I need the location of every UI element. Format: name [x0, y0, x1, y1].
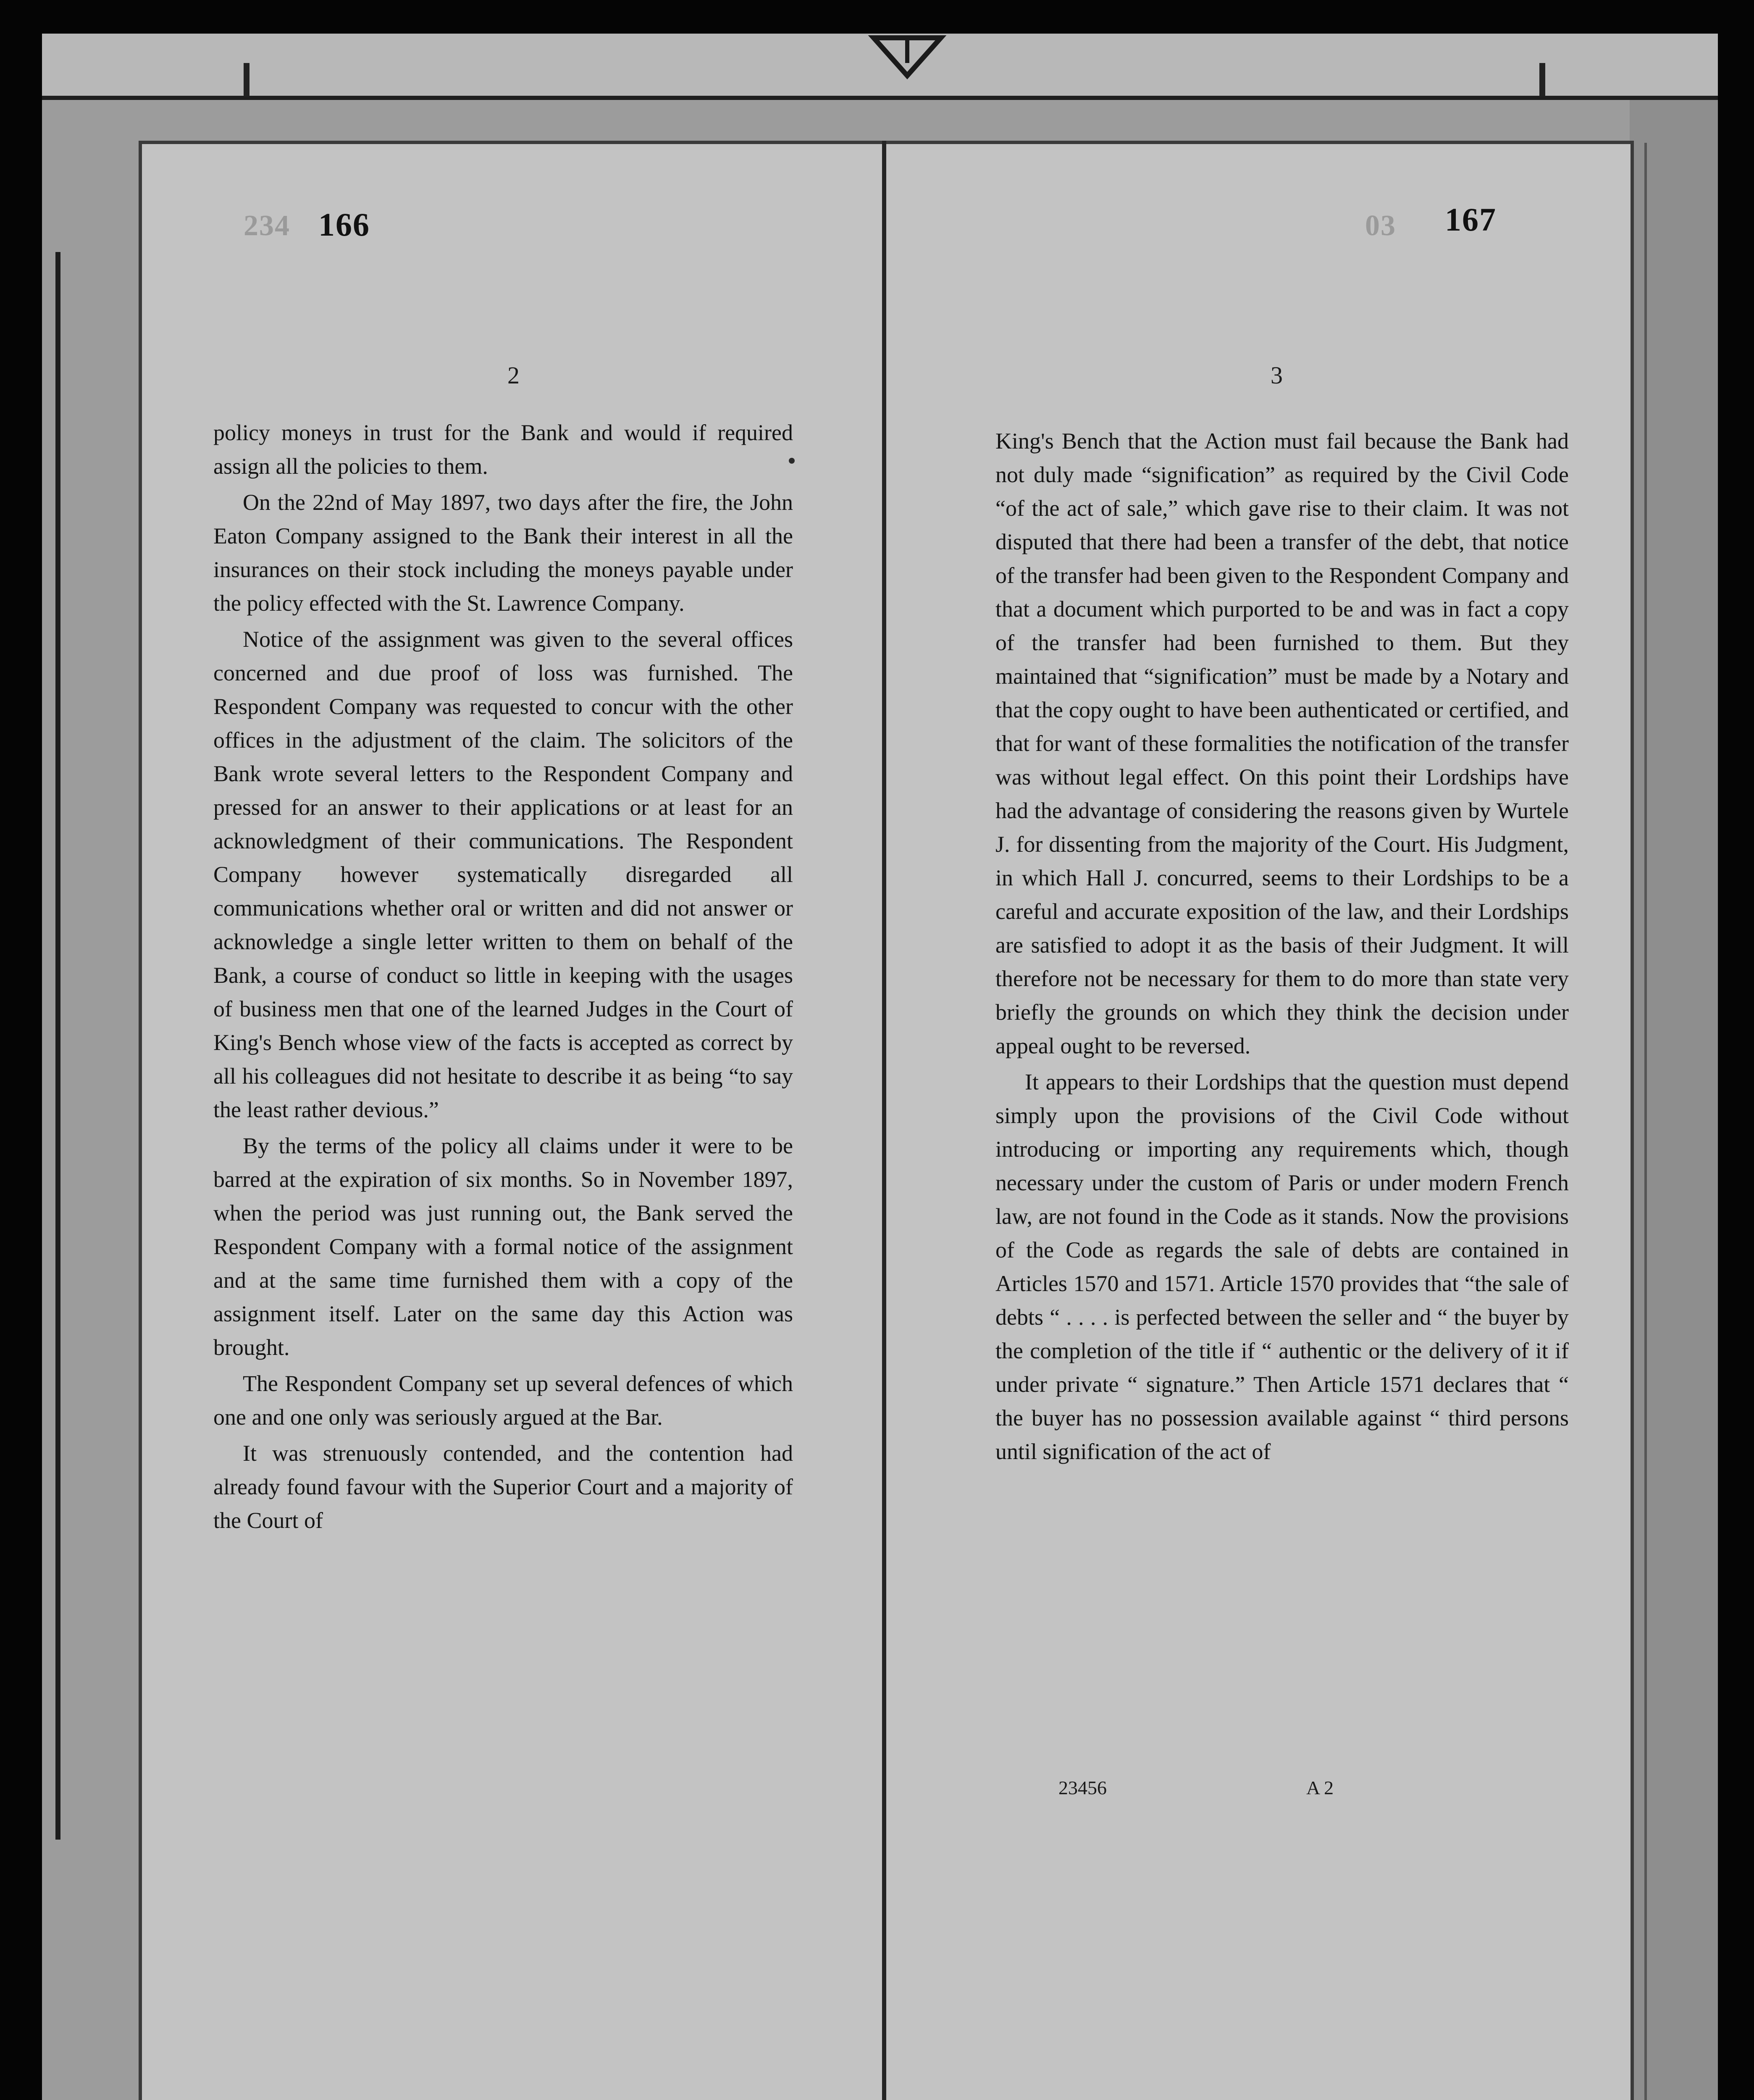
left-faded-number: 234 — [244, 210, 290, 242]
paragraph: On the 22nd of May 1897, two days after the fire, the John Eaton Company assigned to the Bank their interest in all the insurances on their stock including the moneys payable under the policy effected with the St. Lawrence Company. — [213, 490, 793, 616]
paragraph: It was strenuously contended, and the contention had already found favour with the Superior Court and a majority of the Court of — [213, 1441, 793, 1533]
left-margin-line — [55, 252, 60, 1840]
left-text-column — [213, 416, 793, 1540]
paragraph: It appears to their Lordships that the question must depend simply upon the provisions of the Civil Code without introducing or importing any requirements which, though necessary under the custom of Paris or under modern French law, are not found in the Code as it stands. Now the provisions of the Code as regards the sale of debts are contained in Articles 1570 and 1571. Article 1570 provides that “the sale of debts “ . . . . is perfected between the seller and “ the buyer by the completion of the title if “ authentic or the delivery of it if under private “ signature.” Then Article 1571 declares that “ the buyer has no possession available against “ third persons until signification of the act of — [995, 1069, 1569, 1464]
left-sheet-number: 166 — [318, 206, 370, 243]
right-sheet-number: 167 — [1445, 201, 1497, 238]
paragraph: By the terms of the policy all claims under it were to be barred at the expiration of six months. So in November 1897, when the period was just running out, the Bank served the Respondent Company with a formal notice of the assignment and at the same time furnished them with a copy of the assignment itself. Later on the same day this Action was brought. — [213, 1133, 793, 1360]
paragraph: policy moneys in trust for the Bank and would if required assign all the policies to them. — [213, 420, 793, 479]
notch-triangle-icon — [865, 34, 949, 80]
paragraph: Notice of the assignment was given to the several offices concerned and due proof of loss was furnished. The Respondent Company was requested to concur with the other offices in the adjustment of the claim. The solicitors of the Bank wrote several letters to the Respondent Company and pressed for an answer to their applications or at least for an acknowledgment of their communications. The Respondent Company however systematically disregarded all communications whether oral or written and did not answer or acknowledge a single letter written to them on behalf of the Bank, a course of conduct so little in keeping with the usages of business men that one of the learned Judges in the Court of King's Bench whose view of the facts is accepted as correct by all his colleagues did not hesitate to describe it as being “to say the least rather devious.” — [213, 627, 793, 1122]
ink-speck — [789, 458, 795, 464]
backing-edge — [1630, 100, 1718, 2100]
right-faded-number: 03 — [1365, 210, 1396, 242]
paragraph: King's Bench that the Action must fail because the Bank had not duly made “signification” as required by the Civil Code “of the act of sale,” which gave rise to their claim. It was not disputed that there had been a transfer of the debt, that notice of the transfer had been given to the Respondent Company and that a document which purported to be and was in fact a copy of the transfer had been furnished to them. But they maintained that “signification” must be made by a Notary and that the copy ought to have been authenticated or certified, and that for want of these formalities the notification of the transfer was without legal effect. On this point their Lordships have had the advantage of considering the reasons given by Wurtele J. for dissenting from the majority of the Court. His Judgment, in which Hall J. concurred, seems to their Lordships to be a careful and accurate exposition of the law, and their Lordships are satisfied to adopt it as the basis of their Judgment. It will therefore not be necessary for them to do more than state very briefly the grounds on which they think the decision under appeal ought to be reversed. — [995, 428, 1569, 1058]
signature-mark: A 2 — [1306, 1777, 1334, 1798]
right-tick-mark — [1539, 63, 1545, 97]
right-page-number: 3 — [1271, 362, 1283, 389]
top-rule — [42, 96, 1718, 100]
print-code: 23456 — [1058, 1777, 1107, 1798]
backing-edge-line — [1644, 143, 1647, 2100]
left-tick-mark — [244, 63, 249, 97]
paragraph: The Respondent Company set up several defences of which one and one only was seriously argued at the Bar. — [213, 1371, 793, 1430]
right-text-column — [995, 424, 1569, 1471]
page-fold — [882, 141, 886, 2100]
left-page-number: 2 — [507, 362, 520, 389]
